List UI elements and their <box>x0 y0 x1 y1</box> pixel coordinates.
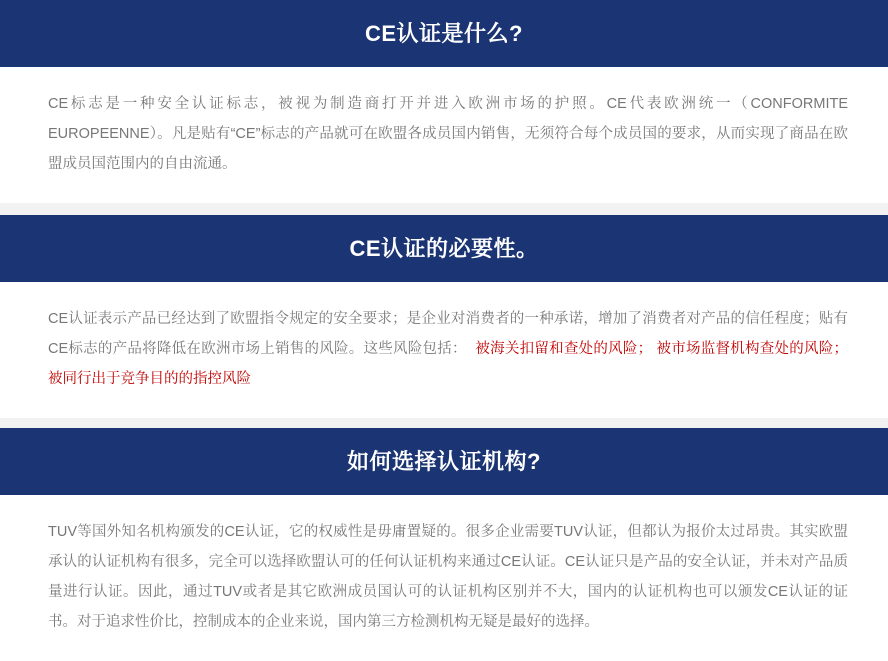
section-body-what-is-ce <box>0 67 888 203</box>
section-necessity <box>0 215 888 418</box>
section-divider-2 <box>0 418 888 428</box>
section-divider-1 <box>0 203 888 215</box>
section-what-is-ce <box>0 0 888 203</box>
section-title-how-to-choose: 如何选择认证机构? <box>0 428 888 495</box>
section-title-necessity: CE认证的必要性。 <box>0 215 888 282</box>
section-body-necessity <box>0 282 888 418</box>
section-how-to-choose <box>0 428 888 661</box>
paragraph-necessity-risks: 被海关扣留和查处的风险； 被市场监督机构查处的风险； 被同行出于竞争目的的指控风险 <box>48 341 849 387</box>
section-title-what-is-ce: CE认证是什么? <box>0 0 888 67</box>
paragraph-how-to-choose: TUV等国外知名机构颁发的CE认证，它的权威性是毋庸置疑的。很多企业需要TUV认证，但都认为报价太过昂贵。其实欧盟承认的认证机构有很多，完全可以选择欧盟认可的任何认证机构来通过CE认证。CE认证只是产品的安全认证，并未对产品质量进行认证。因此，通过TUV或者是其它欧洲成员国认可的认证机构区别并不大，国内的认证机构也可以颁发CE认证的证书。对于追求性价比，控制成本的企业来说，国内第三方检测机构无疑是最好的选择。 <box>48 524 848 630</box>
paragraph-necessity <box>48 304 848 394</box>
section-body-how-to-choose <box>0 495 888 661</box>
paragraph-what-is-ce: CE标志是一种安全认证标志，被视为制造商打开并进入欧洲市场的护照。CE代表欧洲统一（CONFORMITE EUROPEENNE）。凡是贴有“CE”标志的产品就可在欧盟各成员国内销售，无须符合每个成员国的要求，从而实现了商品在欧盟成员国范围内的自由流通。 <box>48 96 848 172</box>
paragraph-necessity-lead: CE认证表示产品已经达到了欧盟指令规定的安全要求；是企业对消费者的一种承诺，增加了消费者对产品的信任程度；贴有CE标志的产品将降低在欧洲市场上销售的风险。这些风险包括： <box>48 311 848 357</box>
